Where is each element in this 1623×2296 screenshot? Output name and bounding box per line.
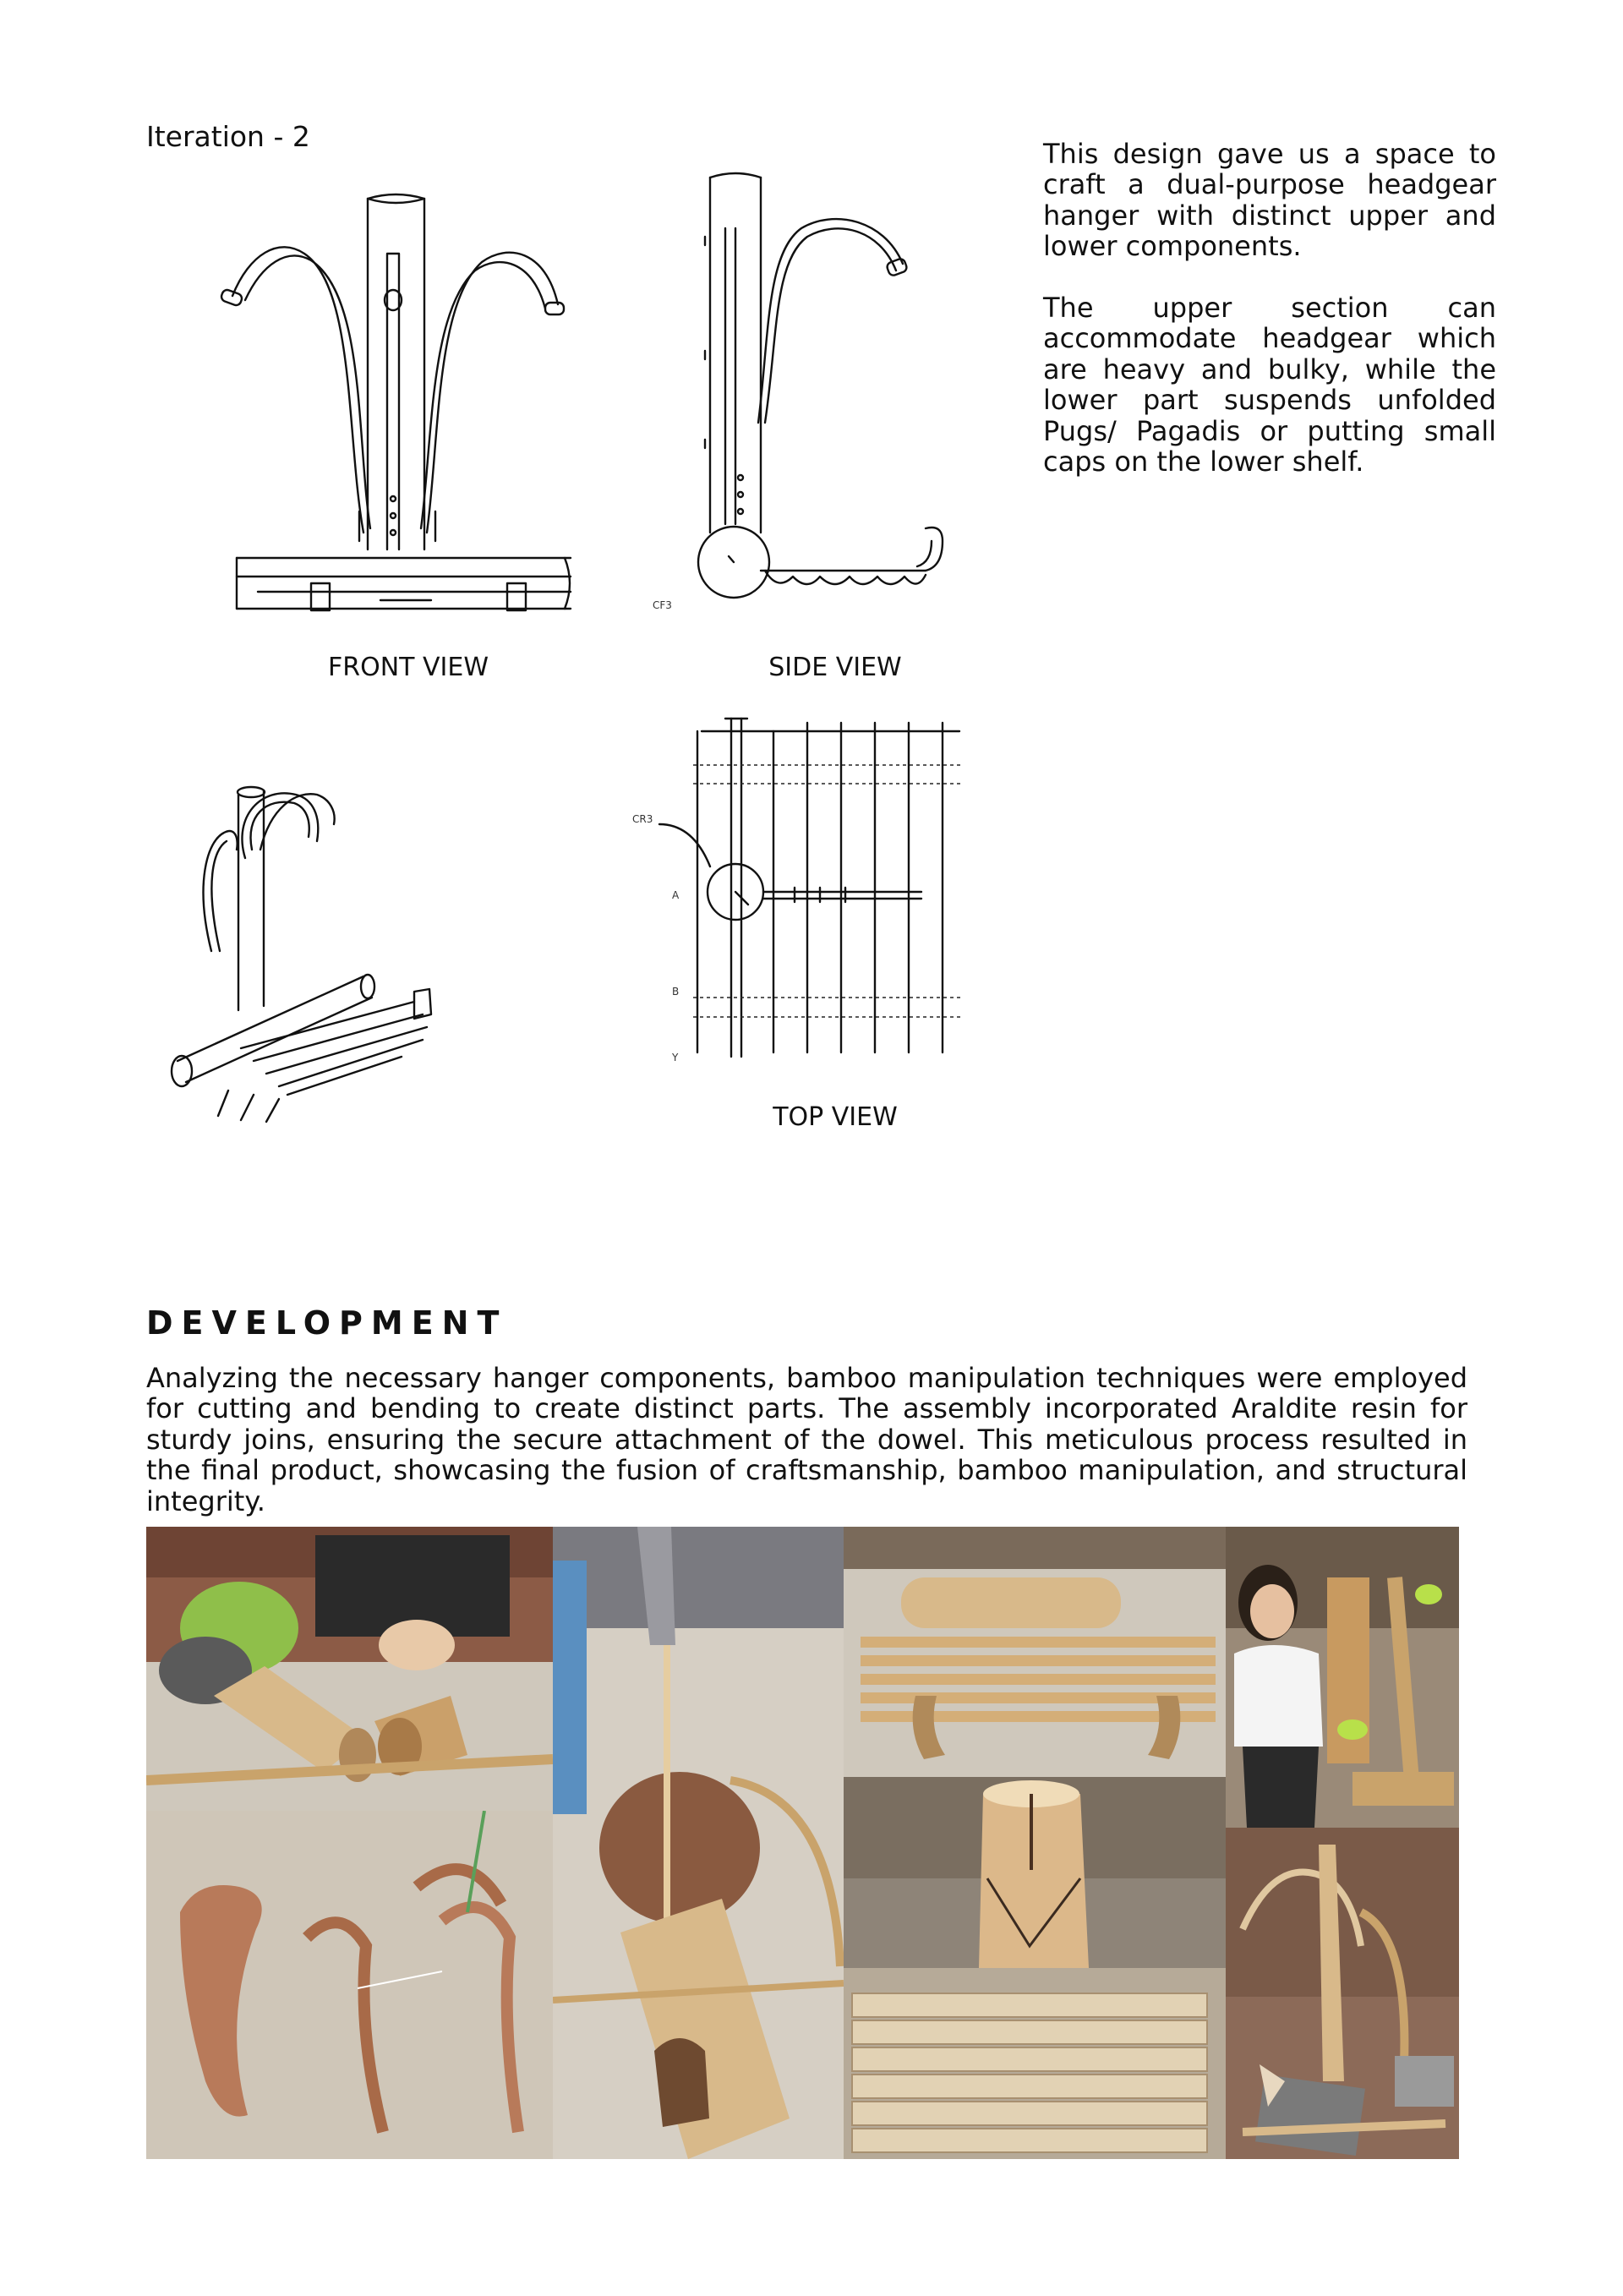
top-view-code: CR3: [632, 813, 653, 825]
description-paragraph-2: The upper section can accommodate headgear which are heavy and bulky, while the lower part suspends unfolded Pugs/ Pagadis or putting small caps on the lower shelf.: [1043, 291, 1496, 478]
slatted-shelf-photo: [844, 1527, 1226, 1777]
top-view-caption: TOP VIEW: [773, 1102, 898, 1132]
bamboo-cutting-photo: [146, 1527, 553, 1811]
side-view-code: CF3: [653, 599, 672, 611]
top-view-label-b: B: [672, 986, 680, 998]
isometric-sketch: [161, 757, 465, 1129]
front-view-sketch: [211, 186, 583, 626]
development-body: Analyzing the necessary hanger components, bamboo manipulation techniques were employed for cutting and bending to create distinct parts. The assembly incorporated Araldite resin for sturdy joins, ensuring the secure attachment of the dowel. This meticulous process resulted in the final product, showcasing the fusion of craftsmanship, bamboo manipulation, and structural integrity.: [146, 1362, 1467, 1517]
front-view-caption: FRONT VIEW: [327, 653, 489, 682]
design-description: [1043, 139, 1496, 508]
top-view-label-a: A: [672, 889, 680, 901]
split-bamboo-tube-photo: [844, 1777, 1226, 1968]
side-view-sketch: [651, 169, 972, 626]
description-paragraph-1: This design gave us a space to craft a dual-purpose headgear hanger with distinct upper and lower components.: [1043, 138, 1496, 263]
woman-assembling-photo: [1226, 1527, 1459, 1828]
side-view-caption: SIDE VIEW: [768, 653, 902, 682]
bent-bamboo-strips-photo: [146, 1811, 553, 2159]
bamboo-slats-stack-photo: [844, 1968, 1226, 2159]
top-view-label-y: Y: [672, 1052, 679, 1063]
drilling-dowel-photo: [553, 1527, 844, 2159]
development-heading: DEVELOPMENT: [146, 1304, 508, 1342]
iteration-label: Iteration - 2: [146, 120, 310, 153]
bent-hook-prototype-photo: [1226, 1828, 1459, 2159]
top-view-sketch: [626, 714, 972, 1078]
